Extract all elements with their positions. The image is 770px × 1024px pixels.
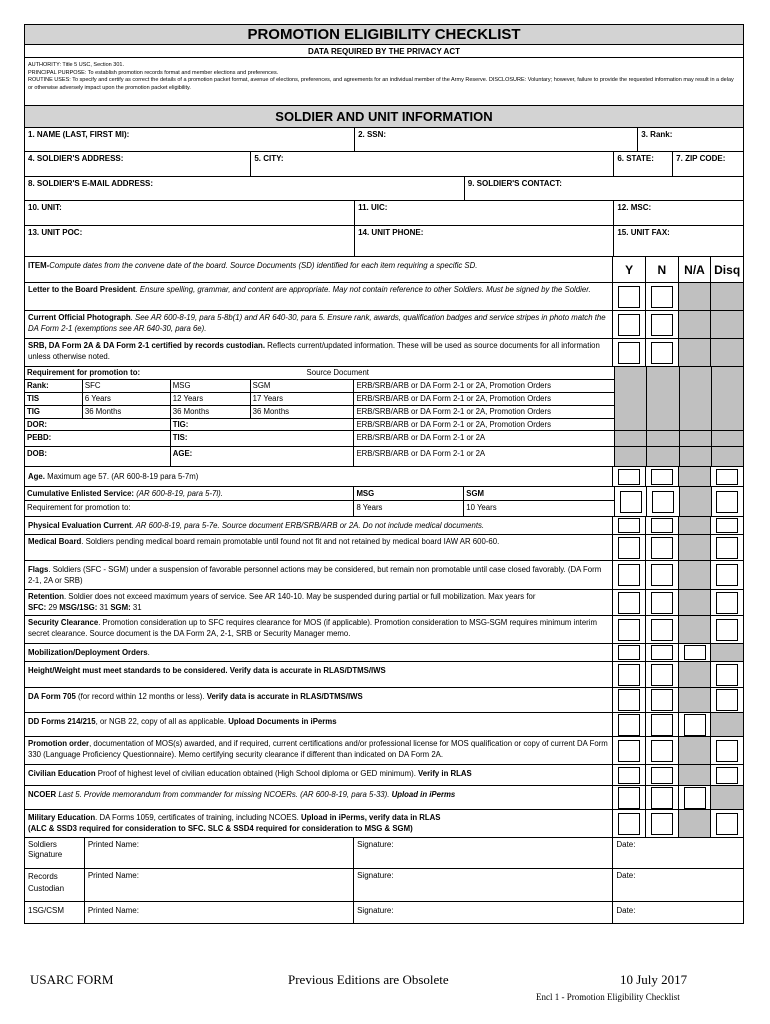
enclosure-label: Encl 1 - Promotion Eligibility Checklist: [536, 992, 680, 1002]
pebd-field[interactable]: PEBD:: [25, 431, 171, 446]
dd214-na-checkbox[interactable]: [684, 714, 706, 736]
item-header: [25, 257, 613, 282]
item-ces: [25, 487, 615, 516]
obsolete-notice: Previous Editions are Obsolete: [288, 972, 449, 987]
unit-fax-field[interactable]: 15. UNIT FAX:: [617, 228, 670, 237]
da705-label: DA Form 705: [28, 692, 76, 701]
srb-label: SRB, DA Form 2A & DA Form 2-1 certified by records custodian.: [28, 341, 265, 350]
ces-sgm: SGM: [466, 489, 485, 498]
civilian-ed-verify: Verify in RLAS: [418, 769, 472, 778]
tis-sfc: 6 Years: [83, 393, 171, 405]
da705-verify: Verify data is accurate in RLAS/DTMS/IWS: [206, 692, 363, 701]
custodian-role-label: Records Custodian: [25, 869, 85, 901]
item-retention: [25, 590, 613, 615]
promotion-order-label: Promotion order: [28, 739, 90, 748]
physical-yes-checkbox[interactable]: [618, 518, 640, 533]
promotion-order-no-checkbox[interactable]: [651, 740, 673, 762]
civilian-ed-text: Proof of highest level of civilian education obtained (High School diploma or GED minimum).: [95, 769, 419, 778]
military-ed-text: . DA Forms 1059, certificates of training, including NCOES.: [95, 813, 301, 822]
ces-yes-checkbox[interactable]: [620, 491, 642, 513]
dob-source: ERB/SRB/ARB or DA Form 2-1 or 2A: [356, 449, 486, 458]
ces-msg: MSG: [354, 487, 464, 500]
item-age: [25, 467, 613, 486]
age-field[interactable]: AGE:: [171, 447, 355, 466]
ncoer-upload: Upload in iPerms: [391, 790, 456, 799]
msc-field[interactable]: 12. MSC:: [617, 203, 652, 212]
checklist-form: [24, 24, 744, 924]
military-ed-label: Military Education: [28, 813, 96, 822]
tig-source: ERB/SRB/ARB or DA Form 2-1 or 2A, Promotion Orders: [356, 407, 552, 416]
ces-requirement: Requirement for promotion to:: [25, 501, 354, 516]
height-weight-no-checkbox[interactable]: [651, 664, 673, 686]
srb-no-checkbox[interactable]: [651, 342, 673, 364]
srb-text: Reflects current/updated information. These will be used as source documents for all information unless otherwise noted.: [28, 341, 600, 361]
height-weight-yes-checkbox[interactable]: [618, 664, 640, 686]
height-weight-label: Height/Weight must meet standards to be considered. Verify data is accurate in RLAS/DTMS/IWS: [28, 666, 386, 675]
signature-row-1sg: [25, 902, 743, 923]
retention-sgm-label: SGM:: [110, 602, 131, 612]
retention-sgm-value: 31: [130, 602, 142, 612]
civilian-ed-no-checkbox[interactable]: [651, 767, 673, 784]
item-label: ITEM-: [28, 261, 50, 270]
mobilization-yes-checkbox[interactable]: [618, 645, 640, 660]
age-no-checkbox[interactable]: [651, 469, 673, 485]
1sg-printed-name-field[interactable]: Printed Name:: [85, 902, 354, 923]
ces-text: (AR 600-8-19, para 5-7l).: [134, 489, 223, 498]
ces-no-checkbox[interactable]: [652, 491, 674, 513]
item-da-705: [25, 688, 613, 712]
tig-sgm: 36 Months: [251, 406, 355, 418]
item-civilian-education: [25, 765, 613, 785]
promotion-order-disq-checkbox[interactable]: [716, 740, 738, 762]
letter-text: . Ensure spelling, grammar, and content are appropriate. May not contain reference to other Soldiers. Must be signed by the Soldier.: [135, 285, 591, 294]
retention-yes-checkbox[interactable]: [618, 592, 640, 614]
tis-field[interactable]: TIS:: [171, 431, 355, 446]
item-letter: [25, 283, 613, 310]
retention-msg-label: MSG/1SG:: [59, 602, 98, 612]
civilian-ed-yes-checkbox[interactable]: [618, 767, 640, 784]
da705-yes-checkbox[interactable]: [618, 689, 640, 711]
1sg-date-field[interactable]: Date:: [616, 906, 636, 915]
flags-text: . Soldiers (SFC - SGM) under a suspension of favorable personnel actions may be considered, but remain non promotable until case closed favorably. (DA Form 2-1, 2A or SRB): [28, 565, 602, 585]
soldier-printed-name-field[interactable]: Printed Name:: [85, 838, 354, 868]
retention-label: Retention: [28, 592, 64, 601]
age-disq-checkbox[interactable]: [716, 469, 738, 485]
ncoer-yes-checkbox[interactable]: [618, 787, 640, 809]
promotion-order-yes-checkbox[interactable]: [618, 740, 640, 762]
rank-field[interactable]: 3. Rank:: [641, 130, 673, 139]
dd214-label: DD Forms 214/215: [28, 717, 96, 726]
item-promotion-order: [25, 737, 613, 764]
ces-msg-value: 8 Years: [354, 501, 464, 516]
zip-field[interactable]: 7. ZIP CODE:: [676, 154, 726, 163]
privacy-act-title: DATA REQUIRED BY THE PRIVACY ACT: [25, 45, 743, 58]
dor-source: ERB/SRB/ARB or DA Form 2-1 or 2A, Promotion Orders: [356, 420, 551, 429]
soldier-signature-field[interactable]: Signature:: [354, 838, 613, 868]
item-srb: [25, 339, 613, 366]
security-disq-checkbox[interactable]: [716, 619, 738, 641]
authority-text: AUTHORITY: Title 5 USC, Section 301.: [28, 62, 124, 68]
rank-msg: MSG: [171, 380, 251, 392]
1sg-role-label: 1SG/CSM: [25, 902, 85, 923]
height-weight-disq-checkbox[interactable]: [716, 664, 738, 686]
requirement-table: [25, 367, 615, 430]
item-ncoer: [25, 786, 613, 809]
city-field[interactable]: 5. CITY:: [251, 152, 614, 176]
tis-msg: 12 Years: [171, 393, 251, 405]
soldier-role-label: Soldiers Signature: [25, 838, 85, 868]
ncoer-text: Last 5. Provide memorandum from commander for missing NCOERs. (AR 600-8-19, para 5-33).: [56, 790, 392, 799]
col-na: N/A: [679, 257, 712, 282]
da705-text: (for record within 12 months or less).: [75, 692, 207, 701]
req-label: Requirement for promotion to:: [27, 368, 141, 377]
civilian-ed-disq-checkbox[interactable]: [716, 767, 738, 784]
item-military-education: [25, 810, 613, 837]
military-ed-disq-checkbox[interactable]: [716, 813, 738, 835]
promotion-order-text: , documentation of MOS(s) awarded, and if required, current certifications and/or professional license for MOS qualification or copy of current DA Form 330 (Language Proficiency Questionnaire). Memo certifying security clearance if different than indicated on DA Form 2A.: [28, 739, 608, 759]
item-security: [25, 616, 613, 643]
uic-field[interactable]: 11. UIC:: [355, 201, 614, 225]
item-flags: [25, 561, 613, 589]
item-photo: [25, 311, 613, 338]
srb-yes-checkbox[interactable]: [618, 342, 640, 364]
physical-text: . AR 600-8-19, para 5-7e. Source document ERB/SRB/ARB or 2A. Do not include medical documents.: [131, 521, 485, 530]
pebd-source: ERB/SRB/ARB or DA Form 2-1 or 2A: [356, 433, 486, 442]
ncoer-na-checkbox[interactable]: [684, 787, 706, 809]
photo-text: . See AR 600-8-19, para 5-8b(1) and AR 640-30, para 5. Ensure rank, awards, qualification badges and service stripes in photo match the DA Form 2-1 (exemptions see AR 640-30, para 6e).: [28, 313, 606, 333]
unit-phone-field[interactable]: 14. UNIT PHONE:: [355, 226, 614, 256]
tis-sgm: 17 Years: [251, 393, 355, 405]
tis-source: ERB/SRB/ARB or DA Form 2-1 or 2A, Promotion Orders: [356, 394, 552, 403]
item-physical: [25, 517, 613, 534]
col-yes: Y: [613, 257, 646, 282]
ces-sgm-value: 10 Years: [466, 503, 497, 512]
ces-disq-checkbox[interactable]: [716, 491, 738, 513]
medical-no-checkbox[interactable]: [651, 537, 673, 559]
tig-row-label: TIG: [25, 406, 83, 418]
dd214-text: , or NGB 22, copy of all as applicable.: [95, 717, 229, 726]
tig-sfc: 36 Months: [83, 406, 171, 418]
military-ed-requirement: (ALC & SSD3 required for consideration to SFC. SLC & SSD4 required for consideration to MSG & SGM): [28, 823, 413, 833]
col-disq: Disq: [714, 262, 741, 277]
age-label: Age.: [28, 472, 45, 481]
custodian-printed-name-field[interactable]: Printed Name:: [85, 869, 354, 901]
da705-disq-checkbox[interactable]: [716, 689, 738, 711]
signature-row-soldier: [25, 838, 743, 869]
soldier-date-field[interactable]: Date:: [616, 840, 636, 849]
section-title: SOLDIER AND UNIT INFORMATION: [25, 106, 743, 128]
routine-uses-text: ROUTINE USES: To specify and certify as correct the details of a promotion packet format, avenue of elections, preferences, and agreements for an individual member of the Army Reserve. DISCLOSURE: Voluntary; however, failure to provide the requested information may result in a delay or otherwise adversely impact upon the promotion packet eligibility.: [28, 77, 734, 91]
letter-label: Letter to the Board President: [28, 285, 136, 294]
retention-msg-value: 31: [97, 602, 111, 612]
security-text: . Promotion consideration up to SFC requires clearance for MOS (if applicable). Promotion consideration to MSG-SGM requires minimum interim secret clearance. Source document is the DA Form 2A, 2-1, SRB or Security Manager memo.: [28, 618, 597, 638]
signature-row-custodian: [25, 869, 743, 902]
ncoer-label: NCOER: [28, 790, 57, 799]
medical-disq-checkbox[interactable]: [716, 537, 738, 559]
security-no-checkbox[interactable]: [651, 619, 673, 641]
rank-source: ERB/SRB/ARB or DA Form 2-1 or 2A, Promotion Orders: [356, 381, 552, 390]
email-field[interactable]: 8. SOLDIER'S E-MAIL ADDRESS:: [25, 177, 465, 200]
military-ed-no-checkbox[interactable]: [651, 813, 673, 835]
tig-msg: 36 Months: [171, 406, 251, 418]
da705-no-checkbox[interactable]: [651, 689, 673, 711]
form-date: 10 July 2017: [620, 972, 688, 987]
unit-poc-field[interactable]: 13. UNIT POC:: [25, 226, 355, 256]
photo-label: Current Official Photograph: [28, 313, 131, 322]
state-field[interactable]: 6. STATE:: [614, 152, 673, 176]
flags-yes-checkbox[interactable]: [618, 564, 640, 586]
custodian-date-field[interactable]: Date:: [616, 871, 636, 880]
ssn-field[interactable]: 2. SSN:: [355, 128, 638, 151]
medical-yes-checkbox[interactable]: [618, 537, 640, 559]
retention-disq-checkbox[interactable]: [716, 592, 738, 614]
source-doc-header: Source Document: [306, 368, 369, 377]
principal-purpose-text: PRINCIPAL PURPOSE: To establish promotion records format and member elections and preferences.: [28, 69, 279, 76]
age-text: Maximum age 57. (AR 600-8-19 para 5-7m): [44, 472, 199, 481]
flags-disq-checkbox[interactable]: [716, 564, 738, 586]
dd214-no-checkbox[interactable]: [651, 714, 673, 736]
ces-label: Cumulative Enlisted Service:: [27, 489, 135, 498]
security-label: Security Clearance: [28, 618, 99, 627]
medical-text: . Soldiers pending medical board remain promotable until found not fit and not retained by medical board IAW AR 600-60.: [81, 537, 500, 546]
tis-row-label: TIS: [25, 393, 83, 405]
item-instructions: Compute dates from the convene date of the board. Source Documents (SD) identified for each item requiring a specific SD.: [49, 261, 478, 270]
item-height-weight: [25, 662, 613, 687]
name-field[interactable]: 1. NAME (LAST, FIRST MI):: [25, 128, 355, 151]
1sg-signature-field[interactable]: Signature:: [354, 902, 613, 923]
ncoer-no-checkbox[interactable]: [651, 787, 673, 809]
col-no: N: [646, 257, 679, 282]
age-yes-checkbox[interactable]: [618, 469, 640, 485]
unit-field[interactable]: 10. UNIT:: [25, 201, 355, 225]
item-mobilization: [25, 644, 613, 661]
custodian-signature-field[interactable]: Signature:: [354, 869, 613, 901]
civilian-ed-label: Civilian Education: [28, 769, 96, 778]
dob-field[interactable]: DOB:: [25, 447, 171, 466]
rank-sgm: SGM: [251, 380, 355, 392]
military-ed-yes-checkbox[interactable]: [618, 813, 640, 835]
rank-row-label: Rank:: [25, 380, 83, 392]
photo-no-checkbox[interactable]: [651, 314, 673, 336]
physical-disq-checkbox[interactable]: [716, 518, 738, 533]
form-title: PROMOTION ELIGIBILITY CHECKLIST: [25, 25, 743, 45]
retention-sfc-value: 29: [46, 602, 60, 612]
retention-text: . Soldier does not exceed maximum years of service. See AR 140-10. May be suspended during partial or full mobilization. Max years for: [63, 592, 536, 601]
dd214-upload: Upload Documents in iPerms: [228, 717, 337, 726]
physical-label: Physical Evaluation Current: [28, 521, 132, 530]
address-field[interactable]: 4. SOLDIER'S ADDRESS:: [25, 152, 251, 176]
contact-field[interactable]: 9. SOLDIER'S CONTACT:: [467, 179, 562, 188]
mobilization-no-checkbox[interactable]: [651, 645, 673, 660]
tig-field[interactable]: TIG:: [171, 419, 355, 431]
letter-no-checkbox[interactable]: [651, 286, 673, 308]
medical-label: Medical Board: [28, 537, 82, 546]
flags-label: Flags: [28, 565, 49, 574]
physical-no-checkbox[interactable]: [651, 518, 673, 533]
dor-field[interactable]: DOR:: [25, 419, 171, 431]
mobilization-na-checkbox[interactable]: [684, 645, 706, 660]
retention-sfc-label: SFC:: [28, 602, 47, 612]
item-medical: [25, 535, 613, 560]
mobilization-text: .: [147, 648, 150, 657]
flags-no-checkbox[interactable]: [651, 564, 673, 586]
military-ed-upload: Upload in iPerms, verify data in RLAS: [301, 813, 441, 822]
dd214-yes-checkbox[interactable]: [618, 714, 640, 736]
item-dd214: [25, 713, 613, 736]
photo-yes-checkbox[interactable]: [618, 314, 640, 336]
rank-sfc: SFC: [83, 380, 171, 392]
mobilization-label: Mobilization/Deployment Orders: [28, 648, 148, 657]
form-number: USARC FORM: [30, 972, 114, 987]
security-yes-checkbox[interactable]: [618, 619, 640, 641]
retention-no-checkbox[interactable]: [651, 592, 673, 614]
letter-yes-checkbox[interactable]: [618, 286, 640, 308]
privacy-statement: [25, 58, 743, 106]
